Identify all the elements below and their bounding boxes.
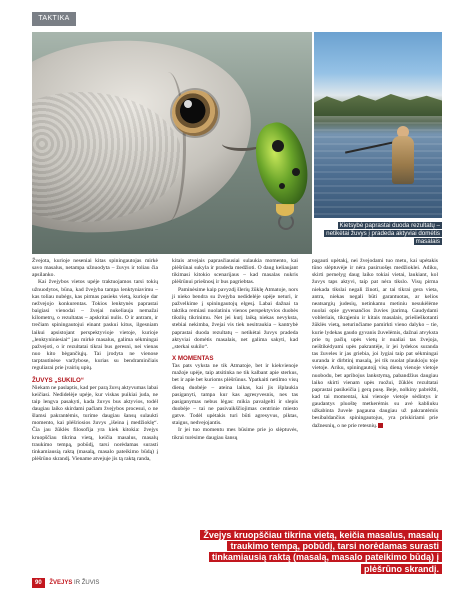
hook-icon <box>278 214 294 230</box>
paragraph: Niekam ne paslaptis, kad per parą žuvų aktyvumas labai keičiasi. Nedidelėje upėje, kur viskas puikiai juda, ne taip lengva pasakyti, kada žuvys bus aktyvios, todėl daugiau laiko skirdami pačiam žvejybos procesui, o ne šlamsi pakrantėmis, turime daugiau šansų sulaukti momento, kai plėšriosios žuvys „išeina į medžioklę“. Čia jau žūklės filosofija yra kiek kitokia: žvejys kruopščiau tikrina vietą, keičia masalus, masalų traukimo tempą, pobūdį, tarsi norėdamas surasti tinkamiausią raktą (masalą, masalo pateikimo būdą) į plėšrūno skrandį. Viename atvejuje jis tą raktą randa, <box>32 384 158 463</box>
tree-line <box>314 94 442 116</box>
paragraph: Kai žvejybos vietos upėje traktuojamos tarsi tokių užnuodytos, būna, kad žvejyba tampa lenktyniavimu – kas toliau nubėgs, kas pirmas pasieks vietą, kurioje dar nežvejojo konkurentas. Tokios lenktynės paprastai baigiasi vienodai – žvejai nukeliauja nemažai kilometrų, o rezultatas – apskritai nulis. O ir antram, ir trečiam spiningautojui einant paskui kitus, ilgesniam laikui apsistojant perspektyvioje vietoje, kurioje „lenktyniniesiai“ jau mirkė masalus, galima sėkmingai pažvejoti, o ir rezultatai tikrai bus geresni, nei vienas nuo kito bėgančiųjų. Tai įrodyta ne vienose tarptautinėse varžybose, kurias su bendraminčiais reguliarai prie įvairių upių. <box>32 279 158 372</box>
subheading: X MOMENTAS <box>172 355 214 363</box>
photo-caption <box>318 222 442 246</box>
angler-icon <box>392 136 414 184</box>
pull-quote-text: Žvejys kruopščiau tikrina vietą, keičia masalus, masalų traukimo tempą, pobūdį, tarsi norėdamas surasti tinkamiausią raktą (masalą, masalo pateikimo būdą) į plėšrūno skrandį. <box>200 530 442 574</box>
paragraph: Ir jei tuo momentu mes būsime prie jo slėptuvės, tikrai turėsime daugiau šansų <box>172 427 298 441</box>
river-water <box>314 122 442 218</box>
fish-eye-icon <box>172 90 218 136</box>
text-column-3 <box>312 258 438 430</box>
text-column-1 <box>32 258 158 463</box>
paragraph: kitais atvejais paprasčiausiai sulaukia momento, kai plėšrūnai sukyla ir pradeda medžioti. O daug keliaujant tikimasi kitokio scenarijaus – kad masalas nukris plėšrūnui priešnosį ir bus pagriebtas. <box>172 258 298 286</box>
pull-quote <box>176 530 442 575</box>
magazine-name: ŽVEJYS <box>49 580 73 586</box>
paragraph <box>312 258 438 430</box>
page-footer <box>32 578 99 588</box>
end-of-article-icon <box>378 423 383 428</box>
paragraph-text: pagauti upėtakį, nei žvejodami tuo metu, kai upėtakis tūno slėptuvėje ir nėra pasiruošęs medžioklei. Adiku, skirti pernelyg daug laiko tokiai vietai, laukiant, kol žuvys taps aktyvi, taip pat nėra tikslo. Visų pirma niekada tikslai negali žinoti, ar tai tikrai gera vieta, antra, niekas negali būti garantuotas, ar kelios neatsargių judesių, netinkamu metiniu nesukėlėme nuolai opie gyvenančios žuvies įtarimą. Gaudydami vobleriais, tikrąjeniu ir kitais masalais, priešieškotanti žūklės vietą, neturinčiame pamirkti vieno dalyko – tie, kurie lydekas gaudo gyvanis žuvelėmis, dažnai atvyksta prie tų pačių upės vietų ir nualiai tas žvejoja, neištikėdyami upės pakrantėje, ir jei lydekos suranda tas žuveles ir jas griebia, joi lygiai taip pat sėkmingai suranda ir dirbtinį masalą, jei tik nuolat plaukioju toje vietoje. Ariku, spiningautojį visą dieną vienoje vietoje nuobodu, bet apribojus lankstymą, pabandžius daugiau laiko skirti vienam upės ruožui, žūklės rezultatai paprastai pasikeičia į gerą pusę. Beje, nolkiny pabrėžti, kad tai momentai, kai vienoje vietoje sėdintys ir gaudantys pluoštę metkerėmis su avė kabliuku užkabinta žuvele pagauna daugiau už pakrantėmis besibaldančius spiningautojus, yra priskiriami prie dažnesnių, o ne prie retesnių. <box>312 258 438 429</box>
main-photo <box>32 32 312 254</box>
paragraph: Tas pats vyksta ne tik Atmatoje, bet ir kiekvienoje mažoje upėje, taip atsitinka ne tik kalbant apie sterkus, bet ir apie bet kurioms plėšrūnus. Ypatkaiti netilmo visų dieną duobėje – ateina laikas, kai jis išplaukia pasiganyti, tampa kur kas agresyvesnis, nes tas pasiganymas nebus lėgas: mikia pavalgelti ir slepis duobėje – tai ne pasivaikščiojimas centrinie miesto gatve. Todėl upėtakis turi būti agresyvus, piktas, staigus, nedvejojantis. <box>172 363 298 427</box>
paragraph: Žvejota, kurioje neseniai kitas spiningautojas mirkė savo masalus, netampa užnuodyta – žuvys ir toliau čia apsilanko. <box>32 258 158 279</box>
lure-spots <box>272 140 284 152</box>
page-number: 90 <box>32 578 45 588</box>
paragraph: Paminėsime kaip pavyzdį šlerių žūklę Atmatoje, nors ji nieko bendra su žvejyba nedidelėje upėje neturi, ir pažvelkime į spiningautojų elgesį. Labai dažnai ta taktika remiasi nuolatiniu vienos perspektyvios duobės tikslių tikrinimu. Net jei kurį laiką niekas nevyksta, stebiai nekimba, žvejai vis tiek nesitraukia – kantrybė paprastai duoda rezultatų – netikėtai žuvys pradeda aktyviai domėtis masalais, net galima sakyti, kad „sterkai sukilo“. <box>172 286 298 350</box>
section-tag: TAKTIKA <box>32 12 76 26</box>
eye-glint <box>184 100 192 108</box>
magazine-tagline: IR ŽUVIS <box>74 580 100 586</box>
photo-caption-text: Kietsybė paprastai duoda rezultatų – netikėtai žuvys į pradeda aktyviai domėtis masalais <box>326 222 440 245</box>
subheading: ŽUVYS „SUKILO“ <box>32 376 84 384</box>
lure-icon <box>249 117 312 210</box>
inset-photo <box>314 32 442 218</box>
text-column-2 <box>172 258 298 442</box>
